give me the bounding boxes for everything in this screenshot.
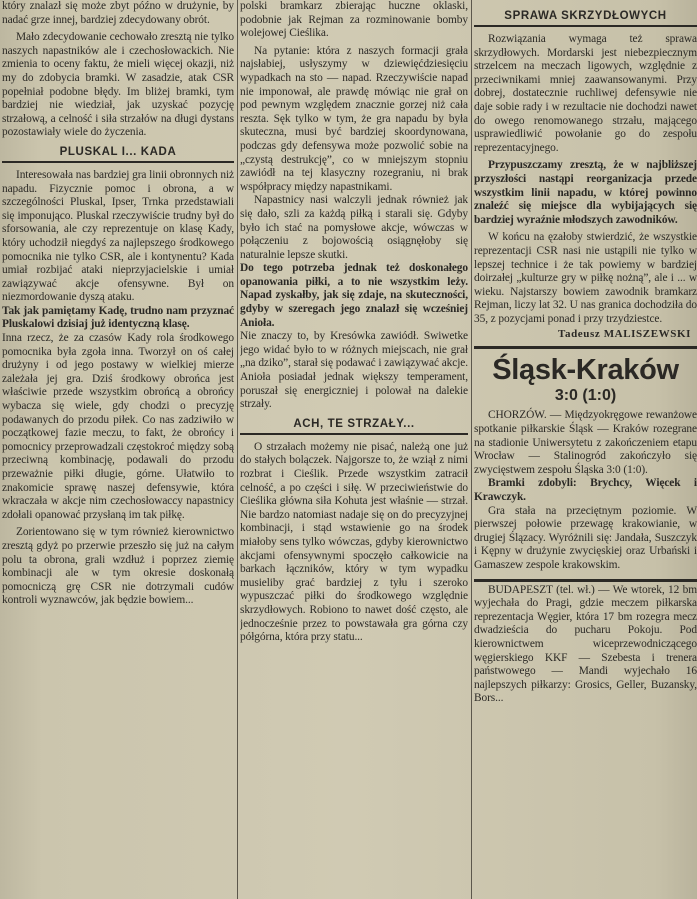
match-score: 3:0 (1:0) bbox=[554, 387, 617, 405]
match-headline: Śląsk-Kraków bbox=[492, 354, 679, 387]
article-paragraph-bold: Tak jak pamiętamy Kadę, trudno nam przyznać Pluskalowi dzisiaj już identyczną klasę. bbox=[2, 304, 234, 331]
article-paragraph-bold: Przypuszczamy zresztą, że w najbliższej przyszłości nastąpi reorganizacja przede wszystkim linii napadu, w której powinno znaleźć się miejsce dla wybijających się bardziej wyraźnie młodszych zawodników. bbox=[474, 159, 697, 226]
section-divider bbox=[474, 346, 697, 349]
section-divider bbox=[474, 579, 697, 582]
article-paragraph: Inna rzecz, że za czasów Kady rola środkowego pomocnika była zgoła inna. Tworzył on oś całej drużyny i od jego postawy w wielkiej mierze zależała jej gra. Dziś środkowy obrońca jest właściwie przede wszystkim obrońcą a obrońcy wybacza się wiele, gdy chodzi o precyzję podawanych do przodu piłek. Co nas zadziwiło w początkowej fazie meczu, to fakt, że obrońcy i pomocnicy przeprowadzali częstokroć między sobą przeciwną kombinację, podawali do przodu przeważnie piłki długie, górne. Ułatwiło to znakomicie sprawę naszej defensywie, która wkraczała w akcje nim czechosłowaccy napastnicy zdołali opanować przysłaną im tak piłkę. bbox=[2, 332, 234, 521]
article-paragraph: polski bramkarz zbierając huczne oklaski, podobnie jak Rejman za rozminowanie bomby wolejowej Cieślika. bbox=[240, 0, 468, 40]
article-paragraph: Napastnicy nasi walczyli jednak również jak się dało, szli za każdą piłką i starali się. Gdyby było ich stać na pomysłowe akcje, wówczas w połączeniu z bojowością osiągnęłoby się naturalnie lepsze skutki. bbox=[240, 194, 468, 261]
article-paragraph: Na pytanie: która z naszych formacji grała najsłabiej, usłyszymy w dziewięćdziesięciu wypadkach na sto — napad. Rzeczywiście napad nie imponował, ale prawdę mówiąc nie grał on pod pewnym względem znacznie gorzej niż cała reszta. Sęk tylko w tym, że gra napadu by była skuteczna, musi być bardziej skoordynowana, podczas gdy defensywa może pozwolić sobie na „czystą destrukcję”, co w mniejszym stopniu zawiódł na tej klasyczny rozegraniu, ni brak współpracy między napastnikami. bbox=[240, 44, 468, 193]
article-paragraph: Interesowała nas bardziej gra linii obronnych niż napadu. Fizycznie pomoc i obrona, a w szczególności Pluskal, Ipser, Trnka przedstawiali się imponująco. Pluskal rzeczywiście trudny był do sforsowania, ale czy reprezentuje on klasę Kady, który uchodził niegdyś za najlepszego środkowego pomocnika nie tylko CSR, ale i kontynentu? Kada umiał rozbijać ataki nieprzyjacielskie i umiał zawiązywać akcje ofensywne. Był on niezmordowanie dyszą ataku. bbox=[2, 168, 234, 304]
article-paragraph: Nie znaczy to, by Kresówka zawiódł. Swiwetke jego widać było to w różnych miejscach, nie grał „na dziko”, starał się podawać i zawiązywać akcje. Anioła posiadał jednak większy temperament, poruszał się energiczniej i polował na dalekie strzały. bbox=[240, 330, 468, 411]
column-left bbox=[2, 0, 234, 899]
author-signature: Tadeusz MALISZEWSKI bbox=[558, 328, 691, 341]
section-heading: SPRAWA SKRZYDŁOWYCH bbox=[474, 10, 697, 27]
column-divider bbox=[237, 0, 238, 899]
article-paragraph: który znalazł się może zbyt późno w drużynie, by nadać grze innej, bardziej zdecydowany obrót. bbox=[2, 0, 234, 26]
article-paragraph: O strzałach możemy nie pisać, należą one już do stałych bolączek. Najgorsze to, że wziął z nimi rozbrat i Cieślik. Przede wszystkim zatracił celność, a po części i siłę. W przeciwieństwie do Cieślika główna siła Kohuta jest właśnie — strzał. Nie bardzo natomiast nadaje się on do precyzyjnej kombinacji, i stąd wstawienie go na środek miałoby sens tylko wówczas, gdyby kierownictwo akcjami ofensywnymi spoczęło całkowicie na barkach łączników, który w tym wypadku musieliby grać bardziej z tyłu i szeroko wypuszczać piłki do środkowego względnie skrzydłowych. Robiono to nawet dość często, ale jednocześnie przez to powstawała gra górna czy półgórna, która przy statu... bbox=[240, 440, 468, 644]
article-paragraph: Zorientowano się w tym również kierownictwo zresztą gdyż po przerwie przeszło się już na całym polu ta obrona, grali wzdłuż i poprzez ziemię kombinacji ale w tym okresie doskonałą pomocniczą grę CSR nie dotrzymali cudów kontroli wyznawców, jak będzie bowiem... bbox=[2, 526, 234, 607]
article-paragraph-bold: Do tego potrzeba jednak też doskonałego opanowania piłki, a to nie wszystkim leży. Napad zyskałby, jak się zdaje, na skuteczności, gdyby w szeregach jego znalazł się wcześniej Anioła. bbox=[240, 262, 468, 329]
section-heading: PLUSKAL I... KADA bbox=[2, 146, 234, 163]
article-paragraph-bold: Bramki zdobyli: Brychcy, Więcek i Krawczyk. bbox=[474, 477, 697, 504]
section-heading: ACH, TE STRZAŁY... bbox=[240, 418, 468, 435]
column-right bbox=[474, 0, 697, 899]
article-paragraph: Mało zdecydowanie cechowało zresztą nie tylko naszych napastników ale i czechosłowackich. Nie zmienia to oceny faktu, że mieli więcej okazji, niż my do zdobycia bramki. W zasadzie, atak CSR popełniał podobne błędy. Im bliżej bramki, tym bardziej nie wiedział, jak uzyskać pozycję strzałową, a celność i siła strzałów na długi dystans pozostawiały wiele do życzenia. bbox=[2, 31, 234, 139]
article-paragraph: CHORZÓW. — Międzyokręgowe rewanżowe spotkanie piłkarskie Śląsk — Kraków rozegrane na stadionie Uniwersytetu z zakończeniem etapu Wrocław — Stalinogród zakończyło się zwycięstwem zespołu Śląska 3:0 (1:0). bbox=[474, 409, 697, 476]
article-paragraph: BUDAPESZT (tel. wł.) — We wtorek, 12 bm wyjechała do Pragi, gdzie meczem piłkarska reprezentacja Węgier, która 17 bm rozegra mecz dwadzieścia do pucharu Pokoju. Pod kierownictwem wiceprzewodniczącego węgierskiego KKF — Szebesta i trenera państwowego — Mandi wyjechało 16 najlepszych piłkarzy: Grosics, Geller, Buzansky, Bors... bbox=[474, 583, 697, 705]
article-paragraph: Rozwiązania wymaga też sprawa skrzydłowych. Mordarski jest niebezpiecznym strzelcem na meczach ligowych, względnie z przeciwnikami mniej zaawansowanymi. Przy dobrej, dostatecznie ruchliwej defensywie nie daje sobie rady i w rezultacie nie dochodzi nawet do owego renomowanego strzału, mającego usprawiedliwić powołanie go do zespołu reprezentacyjnego. bbox=[474, 33, 697, 154]
column-divider bbox=[471, 0, 472, 899]
article-paragraph: W końcu na ęzałoby stwierdzić, że wszystkie reprezentacji CSR nasi nie ustąpili nie tylko w lepszej technice i że tak powiemy w bardziej doirzałej „kulturze gry w piłkę nożną”, ale i ... w wieku. Najstarszy bowiem zawodnik bramkarz Rejman, liczy lat 32. U nas granica dochodziła do 35, z pozycjami ponad i przy trzydziestce. bbox=[474, 231, 697, 325]
article-paragraph: Gra stała na przeciętnym poziomie. W pierwszej połowie przewagę krakowianie, w drugiej Ślązacy. Wyróżnili się: Jandała, Suszczyk i Kępny w drużynie zwycięskiej oraz Urbański i Gamaszew zespole krakowskim. bbox=[474, 504, 697, 571]
column-middle bbox=[240, 0, 468, 899]
